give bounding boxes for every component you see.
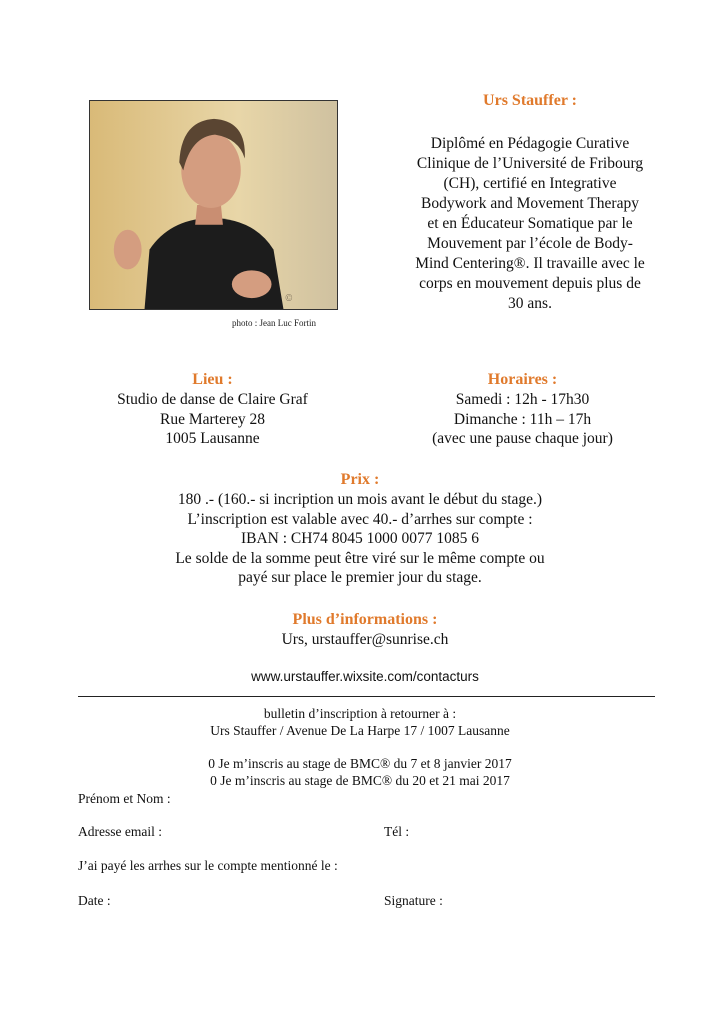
svg-text:©: © [284, 294, 294, 305]
bio-title: Urs Stauffer : [483, 92, 577, 109]
lieu-line: Rue Marterey 28 [159, 410, 266, 428]
bio-line: Mind Centering®. Il travaille avec le [415, 255, 645, 272]
bio-line: 30 ans. [508, 295, 552, 312]
info-title: Plus d’informations : [292, 611, 438, 628]
info-section [200, 610, 530, 650]
lieu-line: Studio de danse de Claire Graf [117, 391, 308, 408]
lieu-section [90, 370, 335, 449]
iban-line: IBAN : CH74 8045 1000 0077 1085 6 [240, 530, 480, 547]
date-field-label: Date : [78, 893, 111, 908]
bio-line: (CH), certifié en Integrative [443, 175, 617, 192]
website-link[interactable]: www.urstauffer.wixsite.com/contacturs [251, 669, 479, 684]
horaires-line: Samedi : 12h - 17h30 [455, 391, 590, 408]
divider [78, 696, 655, 697]
bio-line: Diplômé en Pédagogie Curative [430, 135, 630, 152]
lieu-line: 1005 Lausanne [165, 430, 260, 447]
contact-email[interactable]: Urs, urstauffer@sunrise.ch [281, 631, 449, 648]
horaires-line: (avec une pause chaque jour) [432, 430, 613, 447]
portrait-illustration [90, 101, 337, 309]
bio-line: corps en mouvement depuis plus de [419, 275, 641, 292]
bulletin-header [150, 705, 570, 739]
stage-option-january[interactable]: 0 Je m’inscris au stage de BMC® du 7 et 8 janvier 2017 [208, 756, 512, 771]
prix-section [100, 470, 620, 588]
bio-line: et en Éducateur Somatique par le [427, 215, 633, 232]
name-field-label: Prénom et Nom : [78, 791, 171, 806]
prix-line: Le solde de la somme peut être viré sur le même compte ou [175, 549, 545, 567]
portrait-photo [89, 100, 338, 310]
stage-option-may[interactable]: 0 Je m’inscris au stage de BMC® du 20 et 21 mai 2017 [210, 773, 510, 788]
bio-line: Mouvement par l’école de Body- [427, 235, 633, 252]
horaires-line: Dimanche : 11h – 17h [453, 410, 592, 428]
horaires-section [395, 370, 650, 449]
prix-line: L’inscription est valable avec 40.- d’arrhes sur compte : [187, 510, 533, 528]
prix-title: Prix : [340, 471, 380, 488]
signature-field-label: Signature : [384, 893, 443, 908]
email-field-label: Adresse email : [78, 824, 162, 839]
tel-field-label: Tél : [384, 824, 410, 839]
bulletin-line: bulletin d’inscription à retourner à : [263, 706, 457, 721]
bio-text [378, 134, 682, 314]
bio-line: Clinique de l’Université de Fribourg [416, 155, 644, 172]
prix-line: payé sur place le premier jour du stage. [238, 569, 482, 586]
horaires-title: Horaires : [487, 371, 558, 388]
paid-field-label: J’ai payé les arrhes sur le compte mentionné le : [78, 858, 338, 873]
photo-credit: photo : Jean Luc Fortin [232, 318, 316, 328]
bio-line: Bodywork and Movement Therapy [421, 195, 639, 212]
lieu-title: Lieu : [192, 371, 233, 388]
bulletin-address: Urs Stauffer / Avenue De La Harpe 17 / 1007 Lausanne [210, 723, 510, 738]
prix-line: 180 .- (160.- si incription un mois avant le début du stage.) [177, 491, 543, 508]
stage-options [160, 755, 560, 789]
